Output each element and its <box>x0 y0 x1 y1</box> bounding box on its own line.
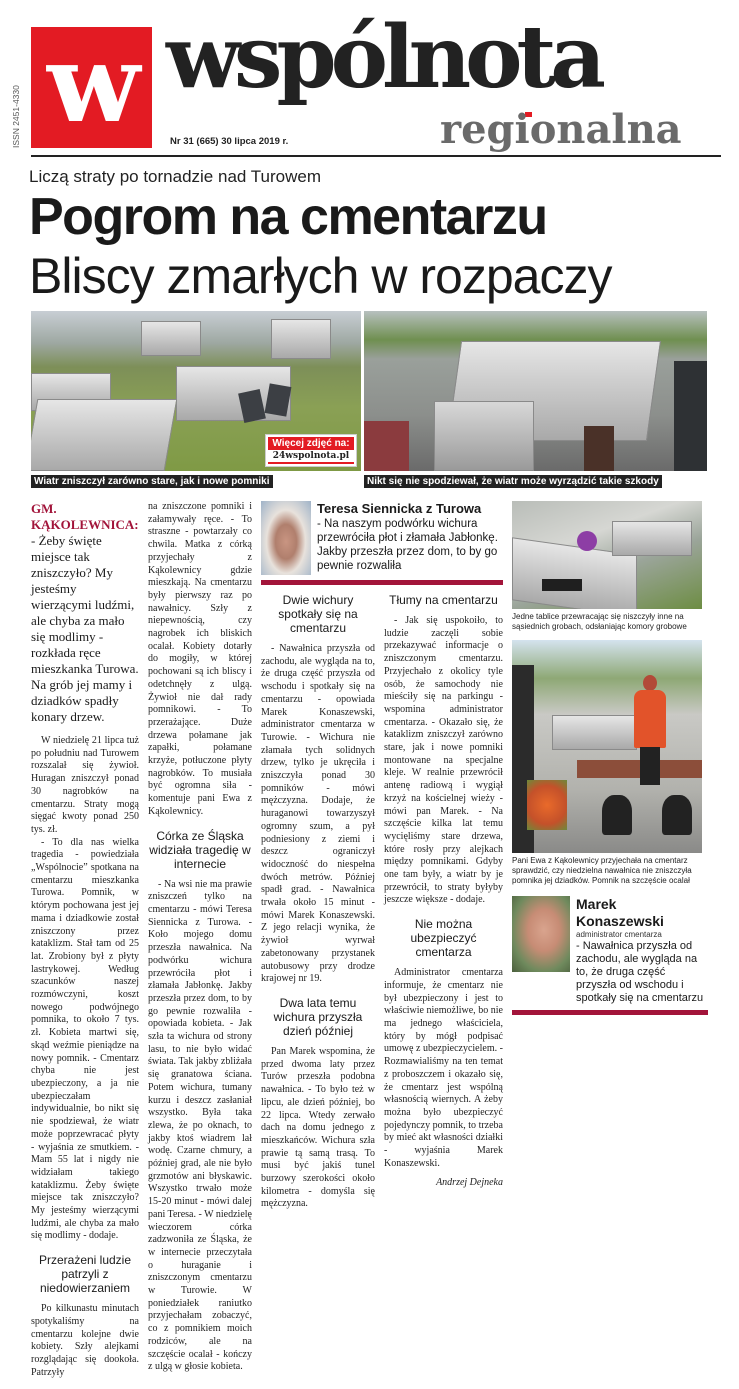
article-column-4 <box>384 593 503 1211</box>
logo-letter: w <box>47 27 136 147</box>
article-column-3 <box>261 593 375 1211</box>
photo-broken-tomb <box>512 501 702 609</box>
portrait-marek-konaszewski <box>512 896 570 972</box>
photo2-caption: Nikt się nie spodziewał, że wiatr może wyrządzić takie szkody <box>364 475 662 488</box>
middle-columns <box>261 593 503 1211</box>
more-photos-label: Więcej zdjęć na: <box>268 437 354 450</box>
photo1-caption: Wiatr zniszczył zarówno stare, jak i nowe pomniki <box>31 475 273 488</box>
article-column-2 <box>148 501 252 1374</box>
paragraph: - Jak się uspokoiło, to ludzie zaczęli sobie przekazywać informacje o zniszczonym cmentarzu. Przyjechało z okolicy tyle osób, że samochody nie mieściły się na parkingu - wspomina administrator cmentarza. - Okazało się, że kataklizm zniszczył zarówno stare, jak i nowe pomniki montowane na specjalne kleje. W realnie przewrócił antenę radiową i wygiął krzyż na kościelnej wieży - mówi pan Marek. - Na szczęście kilka lat temu wycięliśmy stare drzewa, które rosły przy alejkach między pomnikami. Gdyby one tam były, a wiatr by je przewrócił, to straty byłyby jeszcze większe - dodaje. <box>384 615 503 906</box>
paragraph: - Na wsi nie ma prawie zniszczeń tylko na cmentarzu - mówi Teresa Siennicka z Turowa. - Koło mojego domu przeszła nawałnica. Na podwórku wichura przewróciła płot i złamała Jabłonkę. Jakby przeszła przez dom, to by go pewnie rozwaliła - opowiada kobieta. - Jak szła ta wichura od strony lasu, to nie było widać świata. Tak jakby zbliżała się granatowa ściana. Potem wichura, tumany kurzu i deszcz zasłaniał wszystko. Była taka zlewa, że po oknach, to jakby ktoś wiadrem lał wodę. Czarne chmury, a później grad, ale nie było grzmotów ani błyskawic. Wszystko trwało może 15-20 minut - mówi dalej pani Teresa. - W niedzielę wieczorem córka zadzwoniła ze Śląska, że w internecie przeczytała o huraganie i zniszczonym cmentarzu w Turowie. W poniedziałek raniutko przyjechałam zobaczyć, co z pomnikiem moich rodziców, ale na szczęście ocalał - kończy z ulgą w głosie kobieta. <box>148 878 252 1373</box>
quote-author: Marek Konaszewski <box>576 896 664 929</box>
section-heading: Przerażeni ludzie patrzyli z niedowierzaniem <box>38 1253 132 1296</box>
headline: Pogrom na cmentarzu <box>29 188 547 246</box>
quote-divider <box>512 1010 708 1015</box>
photo4-caption: Pani Ewa z Kąkolewnicy przyjechała na cmentarz sprawdzić, czy niedzielna nawałnica nie zniszczyła pomnika jej dziadków. Pomnik na szczęście ocalał <box>512 856 692 885</box>
masthead-rule <box>31 155 721 157</box>
quote-text: - Nawałnica przyszła od zachodu, ale wygląda na to, że druga część przyszła od wschodu i spotkały się na cmentarzu <box>576 940 704 1004</box>
article-column-1 <box>31 501 139 1379</box>
paragraph: Pan Marek wspomina, że przed dwoma laty przez Turów przeszła podobna nawałnica. - To było też w lipcu, ale dzień później, bo 22 lipca. Wtedy zerwało dach na domu jednego z mieszkańców. Wichura szła prawie tą samą trasą. To musi być jakiś tunel burzowy szerokości około kilometra - domyśla się mężczyzna. <box>261 1045 375 1210</box>
photo-woman-at-grave <box>512 640 702 853</box>
logo <box>31 27 152 148</box>
masthead <box>0 0 739 160</box>
badge-underline <box>268 462 354 464</box>
portrait-teresa-siennicka <box>261 501 311 575</box>
paragraph: Administrator cmentarza informuje, że cmentarz nie był ubezpieczony i jest to właściwie niemożliwe, bo nie ma jednego właściciela, który by mógł podpisać umowę z ubezpieczycielem. - Rozmawialiśmy na ten temat z proboszczem i okazało się, że cmentarz jest wspólną własnością wiernych. A żeby można było ubezpieczyć pojedynczy pomnik, to trzeba by mieć akt własności działki - wyjaśnia Marek Konaszewski. <box>384 967 503 1169</box>
section-heading: Nie można ubezpieczyć cmentarza <box>410 917 477 960</box>
paragraph: na zniszczone pomniki i załamywały ręce. - To straszne - powtarzały co chwila. Matka z córką przyjechały z Kąkolewnicy gdzie mieszkają. Na cmentarzu były pierwszy raz po nawałnicy. Szły z niepewnością, czy nagrobek ich bliskich ocalał. Kobiety dotarły do mogiły, w której pochowani są ich bliscy i odetchnęły z ulgą. Żywioł nie dał rady pomnikowi. - To przerażające. Duże drzewa połamane jak zapałki, połamane krzyże, potłuczone płyty nagrobków. To musiała być ogromna siła - komentuje pani Ewa z Kąkolewnicy. <box>148 501 252 817</box>
more-photos-link[interactable]: 24wspolnota.pl <box>272 451 350 461</box>
headlines <box>0 160 739 305</box>
woman-figure <box>630 675 670 785</box>
photo3-caption: Jedne tablice przewracając się niszczyły inne na sąsiednich grobach, odsłaniając komory grobowe <box>512 612 687 631</box>
paragraph: Po kilkunastu minutach spotykaliśmy na cmentarzu kolejne dwie kobiety. Szły alejkami rozglądając się dookoła. Patrzyły <box>31 1303 139 1378</box>
issue-number: Nr 31 (665) 30 lipca 2019 r. <box>170 136 289 147</box>
quote-divider <box>261 580 503 585</box>
article-body <box>0 489 739 1389</box>
quote-box-1 <box>261 501 503 575</box>
dateline: GM. KĄKOLEWNICA: <box>31 501 139 532</box>
photo-row <box>0 305 739 489</box>
paragraph: W niedzielę 21 lipca tuż po południu nad Turowem rozszalał się żywioł. Huragan zniszczył ponad 30 nagrobków na cmentarzu. Straty mogą sięgać kwoty ponad 250 tys. zł. <box>31 735 139 835</box>
right-column <box>512 501 708 1015</box>
subheadline: Bliscy zmarłych w rozpaczy <box>29 248 612 304</box>
paragraph: - To dla nas wielka tragedia - powiedziała „Wspólnocie” spotkana na cmentarzu mieszkanka Turowa. Pomnik, w którym pochowana jest jej mama i dziadkowie został zniszczony przez kataklizm. Stał tam od 25 lat. Zrobiony był z płyty lastrykowej. Według szacunków naszej rozmówczyni, koszt nowego podwójnego pomnika, to około 7 tys. zł. Kobieta martwi się, skąd weźmie pieniądze na nowy pomnik. - Cmentarz chyba nie jest ubezpieczony, a ja nie ubezpieczałam indywidualnie, bo nikt się nie spodziewał, że wiatr może poprzewracać płyty - wyjaśnia ze smutkiem. - Mam 55 lat i nigdy nie widziałam takiego kataklizmu. Żeby święte miejsce tak zniszczyło? My jesteśmy wierzącymi ludźmi, ale chyba za mało się modlimy - dodaje. <box>31 836 139 1242</box>
quote-body <box>576 896 708 1005</box>
photo-cemetery-damage-1 <box>31 311 361 471</box>
more-photos-badge[interactable] <box>265 434 357 467</box>
masthead-subtitle: regionalna <box>440 106 682 153</box>
quote-text: - Na naszym podwórku wichura przewróciła płot i złamała Jabłonkę. Jakby przeszła przez dom, to by go pewnie rozwaliła <box>317 518 498 572</box>
quote-body <box>317 501 503 573</box>
photo2-cell <box>364 311 707 489</box>
middle-block <box>261 501 503 1211</box>
section-heading: Tłumy na cmentarzu <box>389 593 498 607</box>
paragraph: - Nawałnica przyszła od zachodu, ale wygląda na to, że druga część przyszła od wschodu i spotkały się na cmentarzu - opowiada Marek Konaszewski, administrator cmentarza w Turowie. - Wichura nie złamała tych solidnych drzew, tylko je ukręciła i zniszczyła ponad 30 pomników - mówi mężczyzna. Dodaje, że huraganowi towarzyszył ogromny szum, a pył podniesiony z ziemi i deszcz ograniczył widoczność do niespełna dwóch metrów. Później spadł grad. - Nawałnica trwała około 15 minut - mówi Marek Konaszewski. Z jego relacji wynika, że żywioł wyrwał zabetonowany przystanek autobusowy przy drodze krajowej nr 19. <box>261 643 375 985</box>
section-heading: Dwa lata temu wichura przyszła dzień później <box>273 995 363 1038</box>
photo-cemetery-damage-2 <box>364 311 707 471</box>
lead-paragraph <box>31 501 139 725</box>
kicker: Liczą straty po tornadzie nad Turowem <box>29 167 321 186</box>
section-heading: Córka ze Śląska widziała tragedię w internecie <box>149 828 251 871</box>
photo1-cell <box>31 311 361 489</box>
issn: ISSN 2451-4330 <box>11 85 21 148</box>
author-byline: Andrzej Dejneka <box>436 1177 503 1189</box>
masthead-title: wspólnota <box>166 7 600 108</box>
quote-box-2 <box>512 896 708 1005</box>
section-heading: Dwie wichury spotkały się na cmentarzu <box>278 593 358 635</box>
quote-author: Teresa Siennicka z Turowa <box>317 501 482 516</box>
lead-text: - Żeby święte miejsce tak zniszczyło? My jesteśmy wierzącymi ludźmi, ale chyba za mało się modlimy - rozkłada ręce mieszkanka Turowa. Na grób jej mamy i dziadków spadły konary drzew. <box>31 533 139 724</box>
quote-author-role: administrator cmentarza <box>576 930 662 939</box>
